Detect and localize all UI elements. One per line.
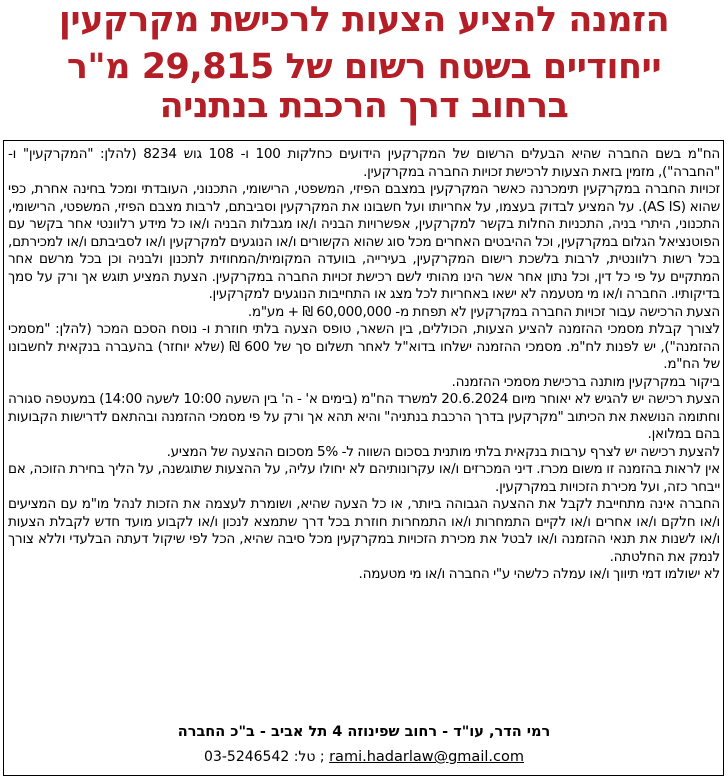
paragraph-intro: הח"מ בשם החברה שהיא הבעלים הרשום של המקרקעין הידועים כחלקות 100 ו- 108 גוש 8234 (להלן: "המקרקעין" ו- "החברה"), מזמין בזאת הצעות לרכישת זכויות החברה במקרקעין. (8, 146, 720, 180)
phone-label: ; טל: (293, 749, 325, 765)
paragraph-rights: החברה אינה מתחייבת לקבל את ההצעה הגבוהה ביותר, או כל הצעה שהיא, ושומרת לעצמה את הזכות לנהל מו"מ עם המציעים ו/או חלקם ו/או אחרים ו/או לקיים התמחרות ו/או התמחרות חוזרת בכל דרך שתמצא לנכון ו/או לקבוע מועד חדש לקבלת הצעות ו/או לשנות את תנאי ההזמנה ו/או לבטל את מכירת הזכויות במקרקעין מכל סיבה שהיא, הכל לפי שיקול דעתה הבלעדי וללא צורך לנמק את החלטתה. (8, 496, 720, 565)
contact-line (0, 747, 728, 767)
paragraph-not-tender: אין לראות בהזמנה זו משום מכרז. דיני המכרזים ו/או עקרונותיהם לא יחולו עליה, על ההצעות שתוגשנה, על הליך בחירת הזוכה, אם ייבחר כזה, ועל מכירת הזכויות במקרקעין. (8, 461, 720, 495)
paragraph-submission: הצעת רכישה יש להגיש לא יאוחר מיום 20.6.2024 למשרד הח"מ (בימים א' - ה' בין השעה 10:00 לשעה 14:00) במעטפה סגורה וחתומה הנושאת את הכיתוב "מקרקעין בדרך הרכבת בנתניה" והיא תהא אך ורק על פי מסמכי ההזמנה ובהתאם לדרישות הקבועות בהם במלואן. (8, 391, 721, 442)
paragraph-documents: לצורך קבלת מסמכי ההזמנה להציע הצעות, הכוללים, בין השאר, טופס הצעה בלתי חוזרת ו- נוסח הסכם המכר (להלן: "מסמכי ההזמנה"), יש לפנות לח"מ. מסמכי ההזמנה ישלחו בדוא"ל לאחר תשלום סך של 600 ₪ (שלא יוחזר) בהעברה בנקאית לחשבונו של הח"מ. (8, 321, 720, 372)
paragraph-visit: ביקור במקרקעין מותנה ברכישת מסמכי ההזמנה. (451, 373, 720, 390)
paragraph-guarantee: להצעת רכישה יש לצרף ערבות בנקאית בלתי מותנית בסכום השווה ל- 5% מסכום ההצעה של המציע. (166, 443, 720, 460)
paragraph-as-is: זכויות החברה במקרקעין תימכרנה כאשר המקרקעין במצבם הפיזי, המשפטי, הרישומי, התכנוני, העובדתי ומכל בחינה אחרת, כפי שהוא (AS IS). על המציע לבדוק בעצמו, על אחריותו ועל חשבונו את המקרקעין וסביבתם, לרבות מצבם הפיזי, המשפטי, הרישומי, התכנוני, היתרי בניה, התכניות החלות בקשר למקרקעין, אפשרויות הבניה ו/או מגבלות הבניה ו/או כל מידע רלוונטי אחר בקשר עם הפוטנציאל הגלום במקרקעין, וכל ההיבטים האחרים מכל סוג שהוא הקשורים ו/או הנוגעים למקרקעין ו/או לסביבתם ו/או למכירתם, בכל רשות רלוונטית, לרבות בלשכת רישום המקרקעין, בעירייה, בוועדה המקומית/המחוזית לתכנון ולבניה וכן בכל מרשם אחר המתקיים על פי כל דין, וכל נתון אחר אשר הינו מהותי לשם רכישת זכויות החברה במקרקעין. הצעת המציע תוגש אך ורק על סמך בדיקותיו. החברה ו/או מי מטעמה לא ישאו באחריות לכל מצג או התחייבות הנוגעים למקרקעין. (8, 181, 720, 302)
headline-line-3: ברחוב דרך הרכבת בנתניה (159, 86, 569, 126)
email-link[interactable]: rami.hadarlaw@gmail.com (329, 749, 524, 765)
phone-number: 03-5246542 (204, 749, 290, 765)
paragraph-minimum-price: הצעת הרכישה עבור זכויות החברה במקרקעין לא תפחת מ- 60,000,000 ₪ + מע"מ. (247, 303, 720, 320)
signature-line: רמי הדר, עו"ד - רחוב שפינוזה 4 תל אביב - ב"כ החברה (177, 724, 551, 740)
headline-line-2: ייחודיים בשטח רשום של 29,815 מ"ר (66, 47, 662, 87)
notice-body (8, 146, 720, 584)
headline-line-1: הזמנה להציע הצעות לרכישת מקרקעין (58, 0, 670, 40)
paragraph-brokerage: לא ישולמו דמי תיווך ו/או עמלה כלשהי ע"י החברה ו/או מי מטעמה. (358, 566, 720, 582)
